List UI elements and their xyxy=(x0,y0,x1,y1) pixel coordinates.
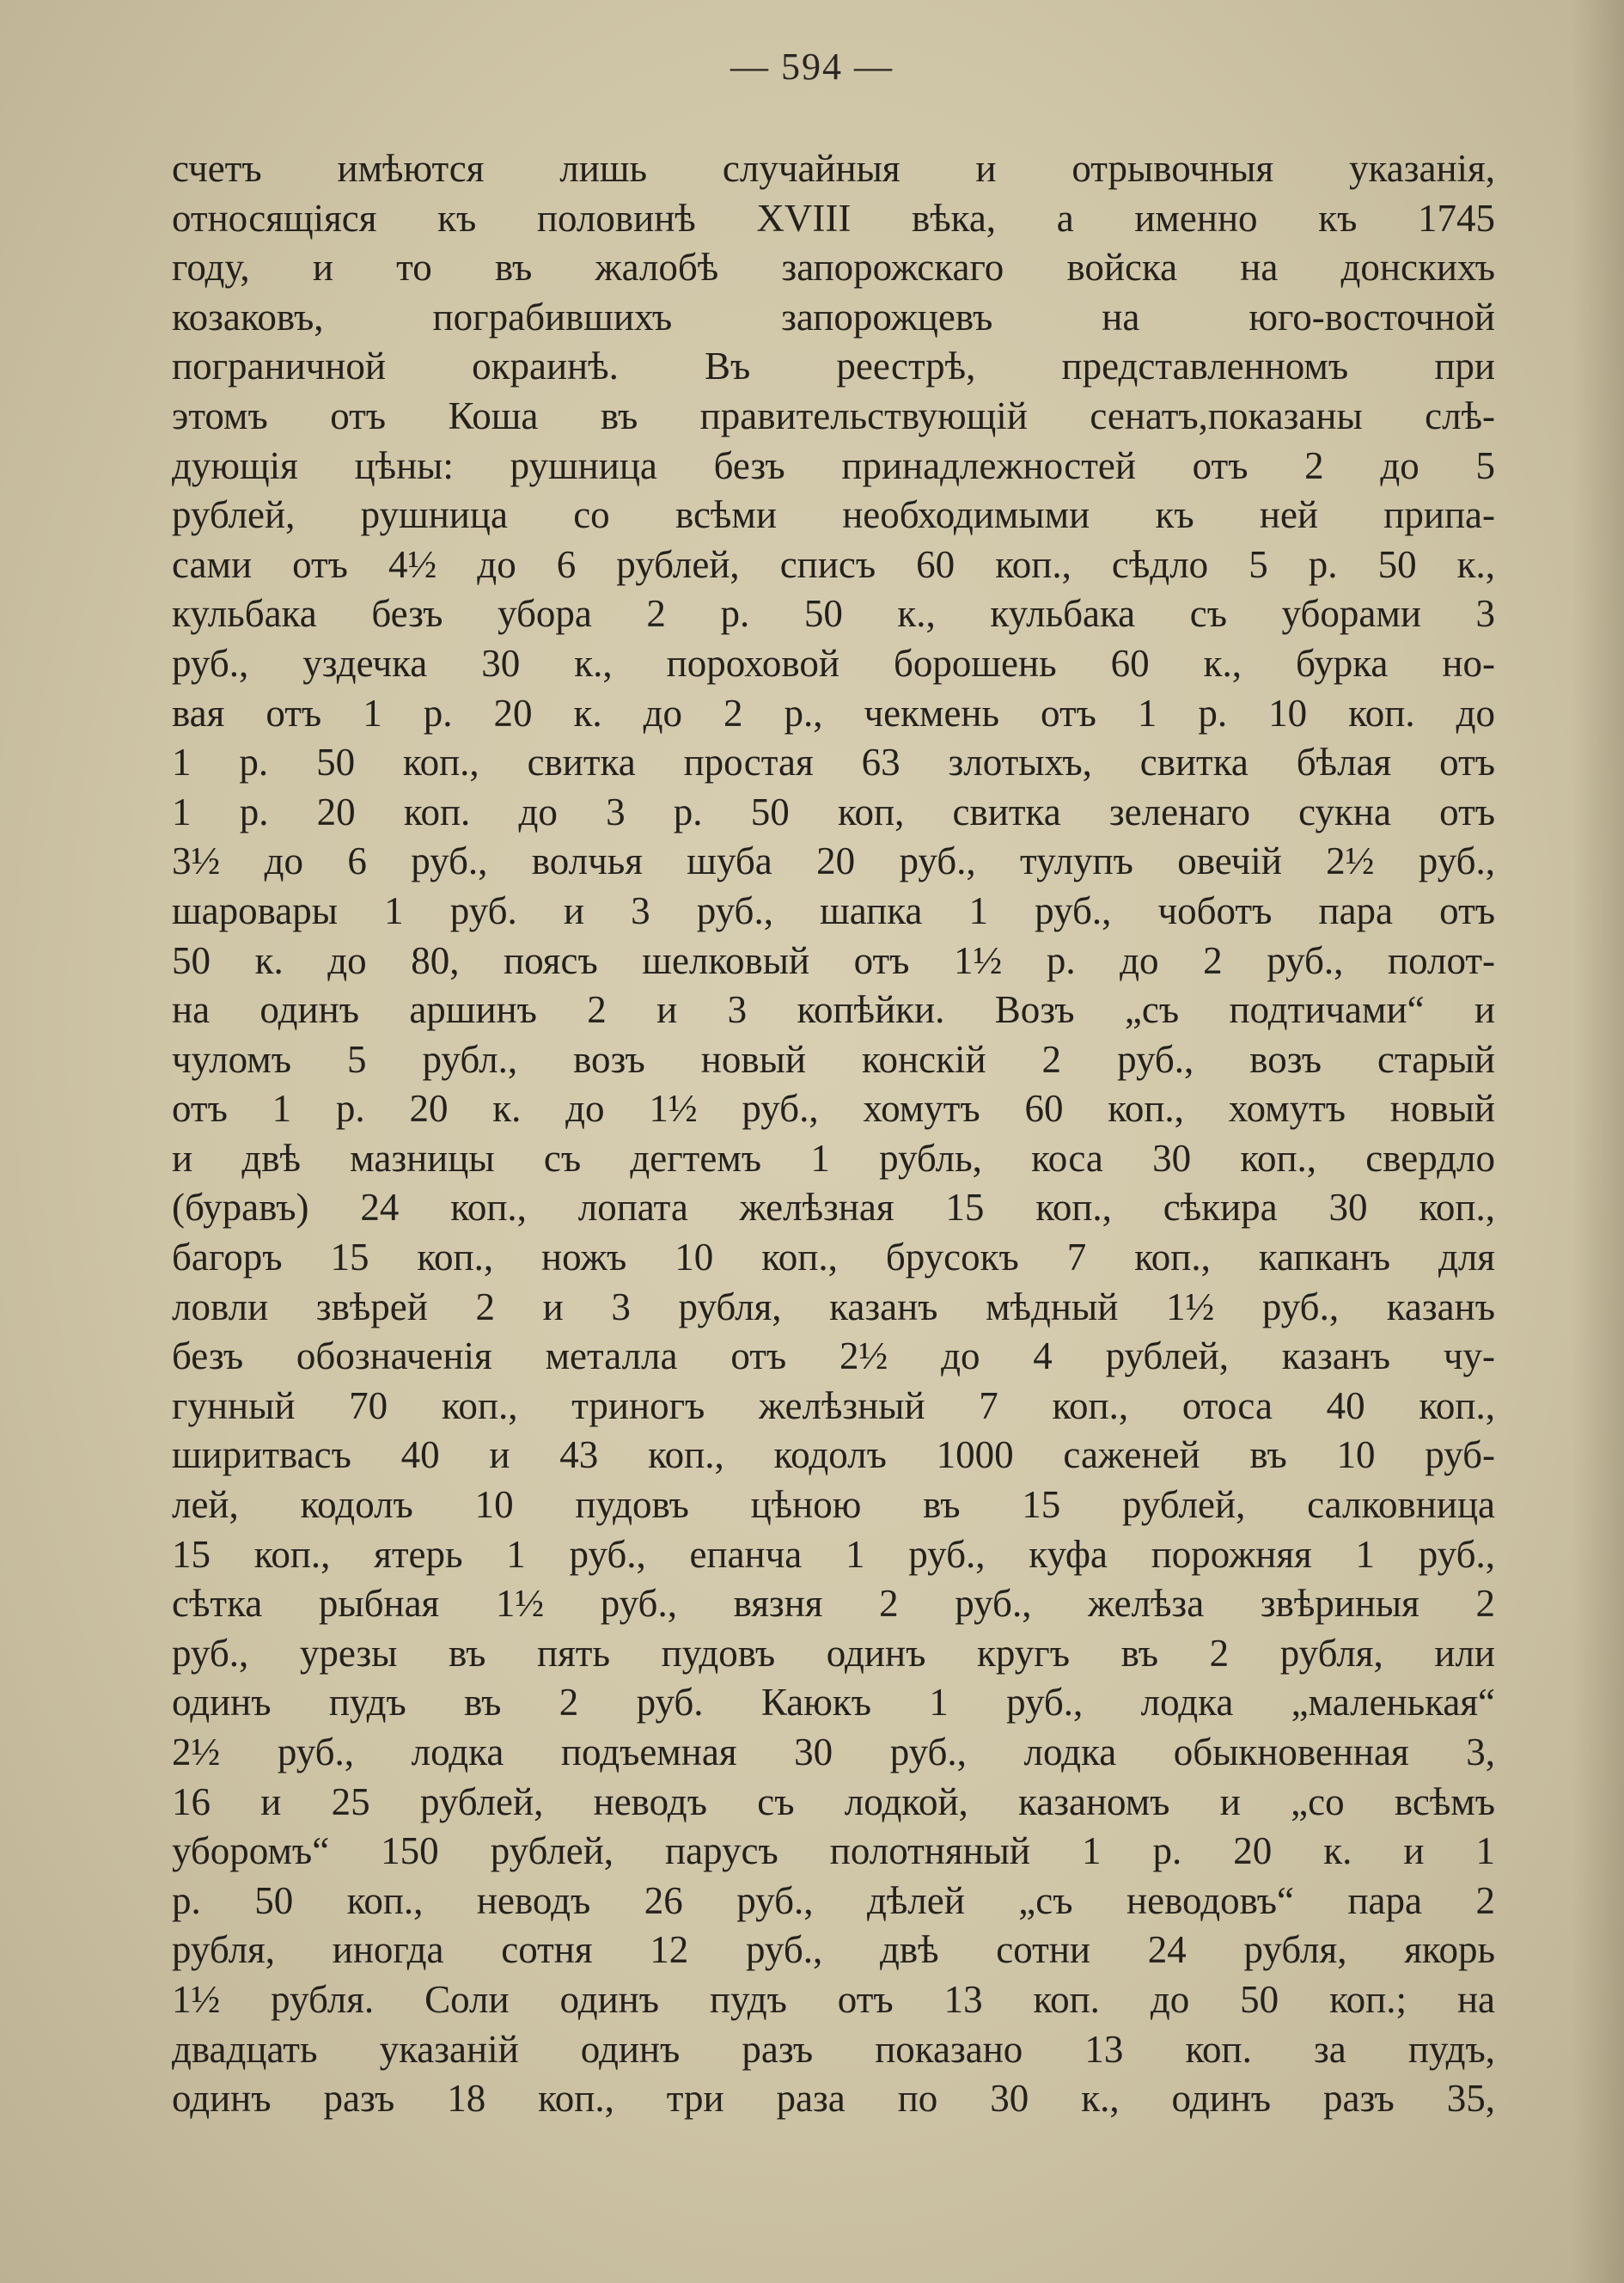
text-line: этомъ отъ Коша въ правительствующій сенатъ,показаны слѣ- xyxy=(172,394,1495,437)
text-line: сѣтка рыбная 1½ руб., вязня 2 руб., желѣза звѣриныя 2 xyxy=(172,1582,1495,1626)
text-line: счетъ имѣются лишь случайныя и отрывочныя указанія, xyxy=(172,147,1495,190)
text-line: 1 р. 20 коп. до 3 р. 50 коп, свитка зеленаго сукна отъ xyxy=(172,790,1495,833)
text-line: 16 и 25 рублей, неводъ съ лодкой, казаномъ и „со всѣмъ xyxy=(172,1779,1495,1823)
text-line: 1 р. 50 коп., свитка простая 63 злотыхъ, свитка бѣлая отъ xyxy=(172,741,1495,784)
text-line: 15 коп., ятерь 1 руб., епанча 1 руб., куфа порожняя 1 руб., xyxy=(172,1532,1495,1576)
text-line: 2½ руб., лодка подъемная 30 руб., лодка обыкновенная 3, xyxy=(172,1731,1495,1773)
text-line: пограничной окраинѣ. Въ реестрѣ, представленномъ при xyxy=(172,345,1495,388)
text-line: шаровары 1 руб. и 3 руб., шапка 1 руб., чоботъ пара отъ xyxy=(172,888,1495,932)
text-line: вая отъ 1 р. 20 к. до 2 р., чекмень отъ 1 р. 10 коп. до xyxy=(172,691,1495,735)
text-line: на одинъ аршинъ 2 и 3 копѣйки. Возъ „съ подтичами“ и xyxy=(172,988,1495,1032)
text-line: 50 к. до 80, поясъ шелковый отъ 1½ р. до 2 руб., полот- xyxy=(172,938,1495,982)
text-line: одинъ разъ 18 коп., три раза по 30 к., одинъ разъ 35, xyxy=(172,2077,1495,2121)
text-line: одинъ пудъ въ 2 руб. Каюкъ 1 руб., лодка „маленькая“ xyxy=(172,1681,1495,1724)
text-line: р. 50 коп., неводъ 26 руб., дѣлей „съ неводовъ“ пара 2 xyxy=(172,1878,1495,1922)
text-line: козаковъ, пограбившихъ запорожцевъ на юго-восточной xyxy=(172,295,1495,339)
text-line: 3½ до 6 руб., волчья шуба 20 руб., тулупъ овечій 2½ руб., xyxy=(172,839,1495,883)
page-edge-shadow xyxy=(1572,0,1624,2283)
text-line: ловли звѣрей 2 и 3 рубля, казанъ мѣдный 1½ руб., казанъ xyxy=(172,1285,1495,1328)
text-line: багоръ 15 коп., ножъ 10 коп., брусокъ 7 коп., капканъ для xyxy=(172,1236,1495,1279)
text-line: двадцать указаній одинъ разъ показано 13 коп. за пудъ, xyxy=(172,2027,1495,2071)
text-line: и двѣ мазницы съ дегтемъ 1 рубль, коса 30 коп., свердло xyxy=(172,1136,1495,1180)
page-number: — 594 — xyxy=(730,46,894,88)
text-line: кульбака безъ убора 2 р. 50 к., кульбака съ уборами 3 xyxy=(172,592,1495,636)
text-line: рубля, иногда сотня 12 руб., двѣ сотни 24 рубля, якорь xyxy=(172,1928,1495,1972)
text-line: чуломъ 5 рубл., возъ новый конскій 2 руб., возъ старый xyxy=(172,1037,1495,1081)
text-line: гунный 70 коп., триногъ желѣзный 7 коп., отоса 40 коп., xyxy=(172,1383,1495,1427)
text-line: сами отъ 4½ до 6 рублей, списъ 60 коп., сѣдло 5 р. 50 к., xyxy=(172,542,1495,586)
body-text xyxy=(172,144,1495,2124)
text-line: безъ обозначенія металла отъ 2½ до 4 рублей, казанъ чу- xyxy=(172,1334,1495,1378)
text-line: отъ 1 р. 20 к. до 1½ руб., хомутъ 60 коп., хомутъ новый xyxy=(172,1087,1495,1131)
text-line: руб., уздечка 30 к., пороховой борошень 60 к., бурка но- xyxy=(172,641,1495,685)
text-line: году, и то въ жалобѣ запорожскаго войска на донскихъ xyxy=(172,246,1495,290)
text-line: лей, кодолъ 10 пудовъ цѣною въ 15 рублей, салковница xyxy=(172,1483,1495,1527)
text-line: относящіяся къ половинѣ XVIII вѣка, а именно къ 1745 xyxy=(172,196,1495,240)
text-line: рублей, рушница со всѣми необходимыми къ ней припа- xyxy=(172,493,1495,537)
text-line: 1½ рубля. Соли одинъ пудъ отъ 13 коп. до 50 коп.; на xyxy=(172,1977,1495,2021)
text-line: ширитвасъ 40 и 43 коп., кодолъ 1000 саженей въ 10 руб- xyxy=(172,1433,1495,1477)
text-line: руб., урезы въ пять пудовъ одинъ кругъ въ 2 рубля, или xyxy=(172,1631,1495,1675)
text-line: уборомъ“ 150 рублей, парусъ полотняный 1 р. 20 к. и 1 xyxy=(172,1829,1495,1873)
text-line: дующія цѣны: рушница безъ принадлежностей отъ 2 до 5 xyxy=(172,443,1495,487)
text-line: (буравъ) 24 коп., лопата желѣзная 15 коп., сѣкира 30 коп., xyxy=(172,1186,1495,1230)
